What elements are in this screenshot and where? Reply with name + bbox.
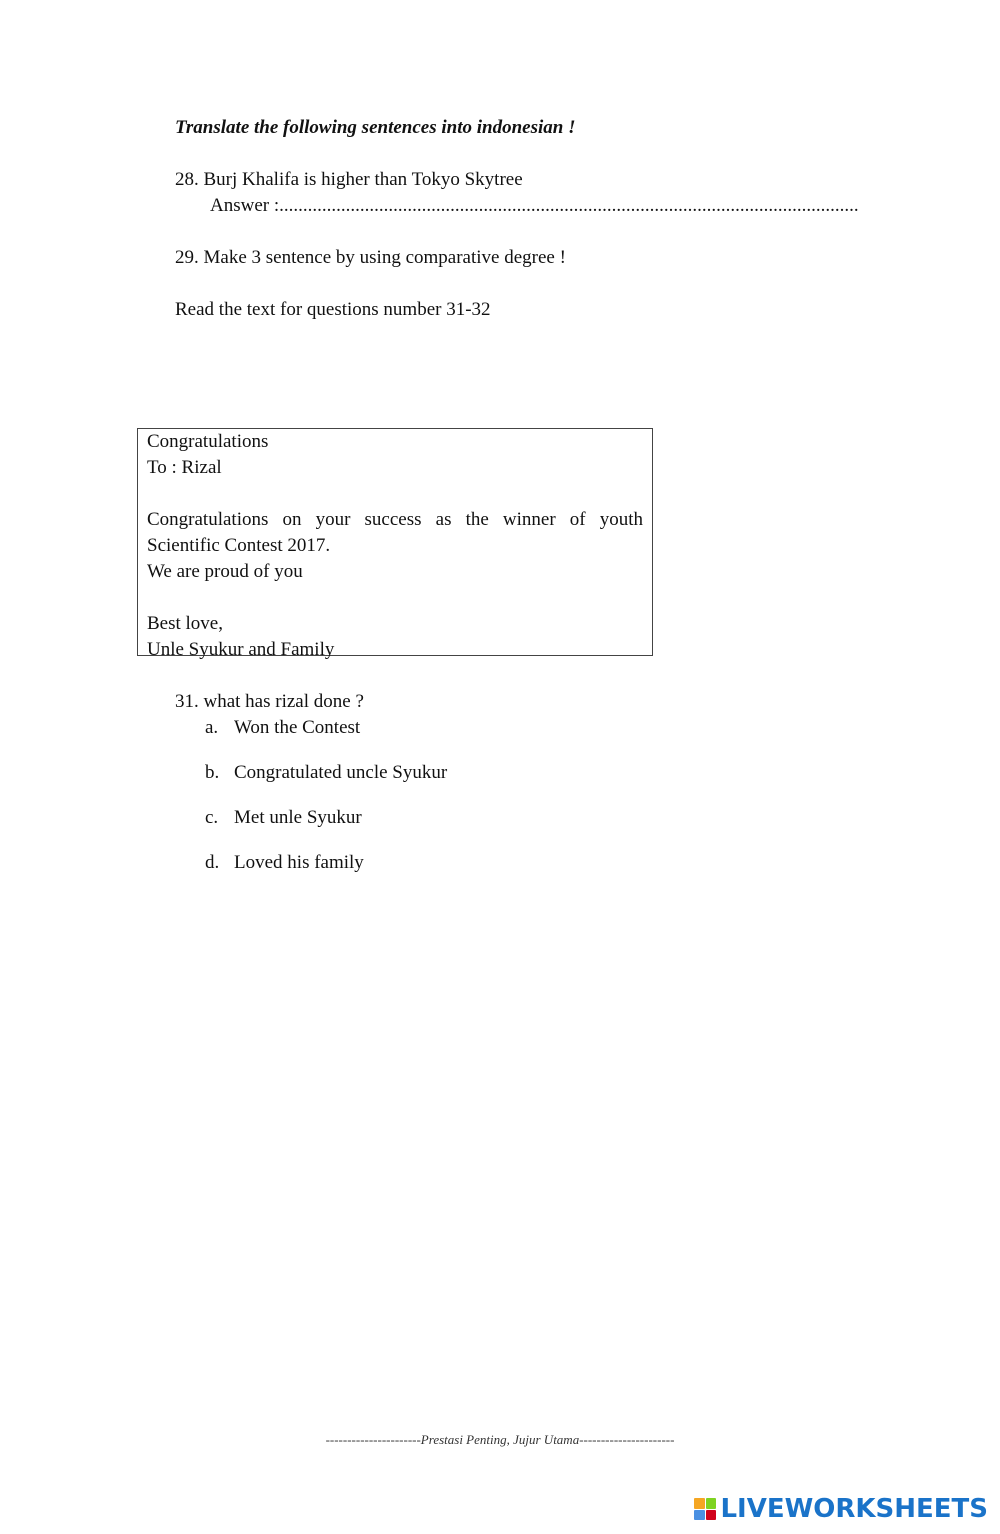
- option-letter: a.: [205, 717, 219, 738]
- card-recipient: To : Rizal: [147, 457, 222, 478]
- card-closing: Best love,: [147, 613, 223, 634]
- congratulation-card: [137, 428, 653, 660]
- read-instruction: Read the text for questions number 31-32: [175, 299, 491, 320]
- option-a[interactable]: [205, 715, 360, 741]
- card-body-line-2: Scientific Contest 2017.: [147, 535, 331, 556]
- brand-name: LIVEWORKSHEETS: [720, 1494, 988, 1524]
- option-text: Met unle Syukur: [234, 807, 362, 828]
- card-body-line-1: Congratulations on your success as the winner of youth: [147, 509, 643, 530]
- option-d[interactable]: [205, 850, 364, 876]
- liveworksheets-brand[interactable]: [694, 1494, 988, 1524]
- card-body-line-3: We are proud of you: [147, 561, 303, 582]
- card-signature: Unle Syukur and Family: [147, 639, 335, 660]
- option-letter: d.: [205, 852, 220, 873]
- question-28: 28. Burj Khalifa is higher than Tokyo Skytree: [175, 169, 523, 190]
- liveworksheets-logo-icon: [694, 1498, 716, 1520]
- option-text: Loved his family: [234, 852, 364, 873]
- question-29: 29. Make 3 sentence by using comparative degree !: [175, 247, 566, 268]
- option-letter: c.: [205, 807, 219, 828]
- option-text: Congratulated uncle Syukur: [234, 762, 448, 783]
- option-b[interactable]: [205, 760, 447, 786]
- option-c[interactable]: [205, 805, 362, 831]
- instruction-heading: Translate the following sentences into indonesian !: [175, 117, 576, 138]
- question-31: 31. what has rizal done ?: [175, 691, 364, 712]
- option-letter: b.: [205, 762, 220, 783]
- option-text: Won the Contest: [234, 717, 361, 738]
- card-title: Congratulations: [147, 431, 269, 452]
- page-footer: ----------------------Prestasi Penting, Jujur Utama----------------------: [325, 1432, 675, 1447]
- question-28-answer-line: Answer :..........................................................................................................................: [210, 195, 859, 216]
